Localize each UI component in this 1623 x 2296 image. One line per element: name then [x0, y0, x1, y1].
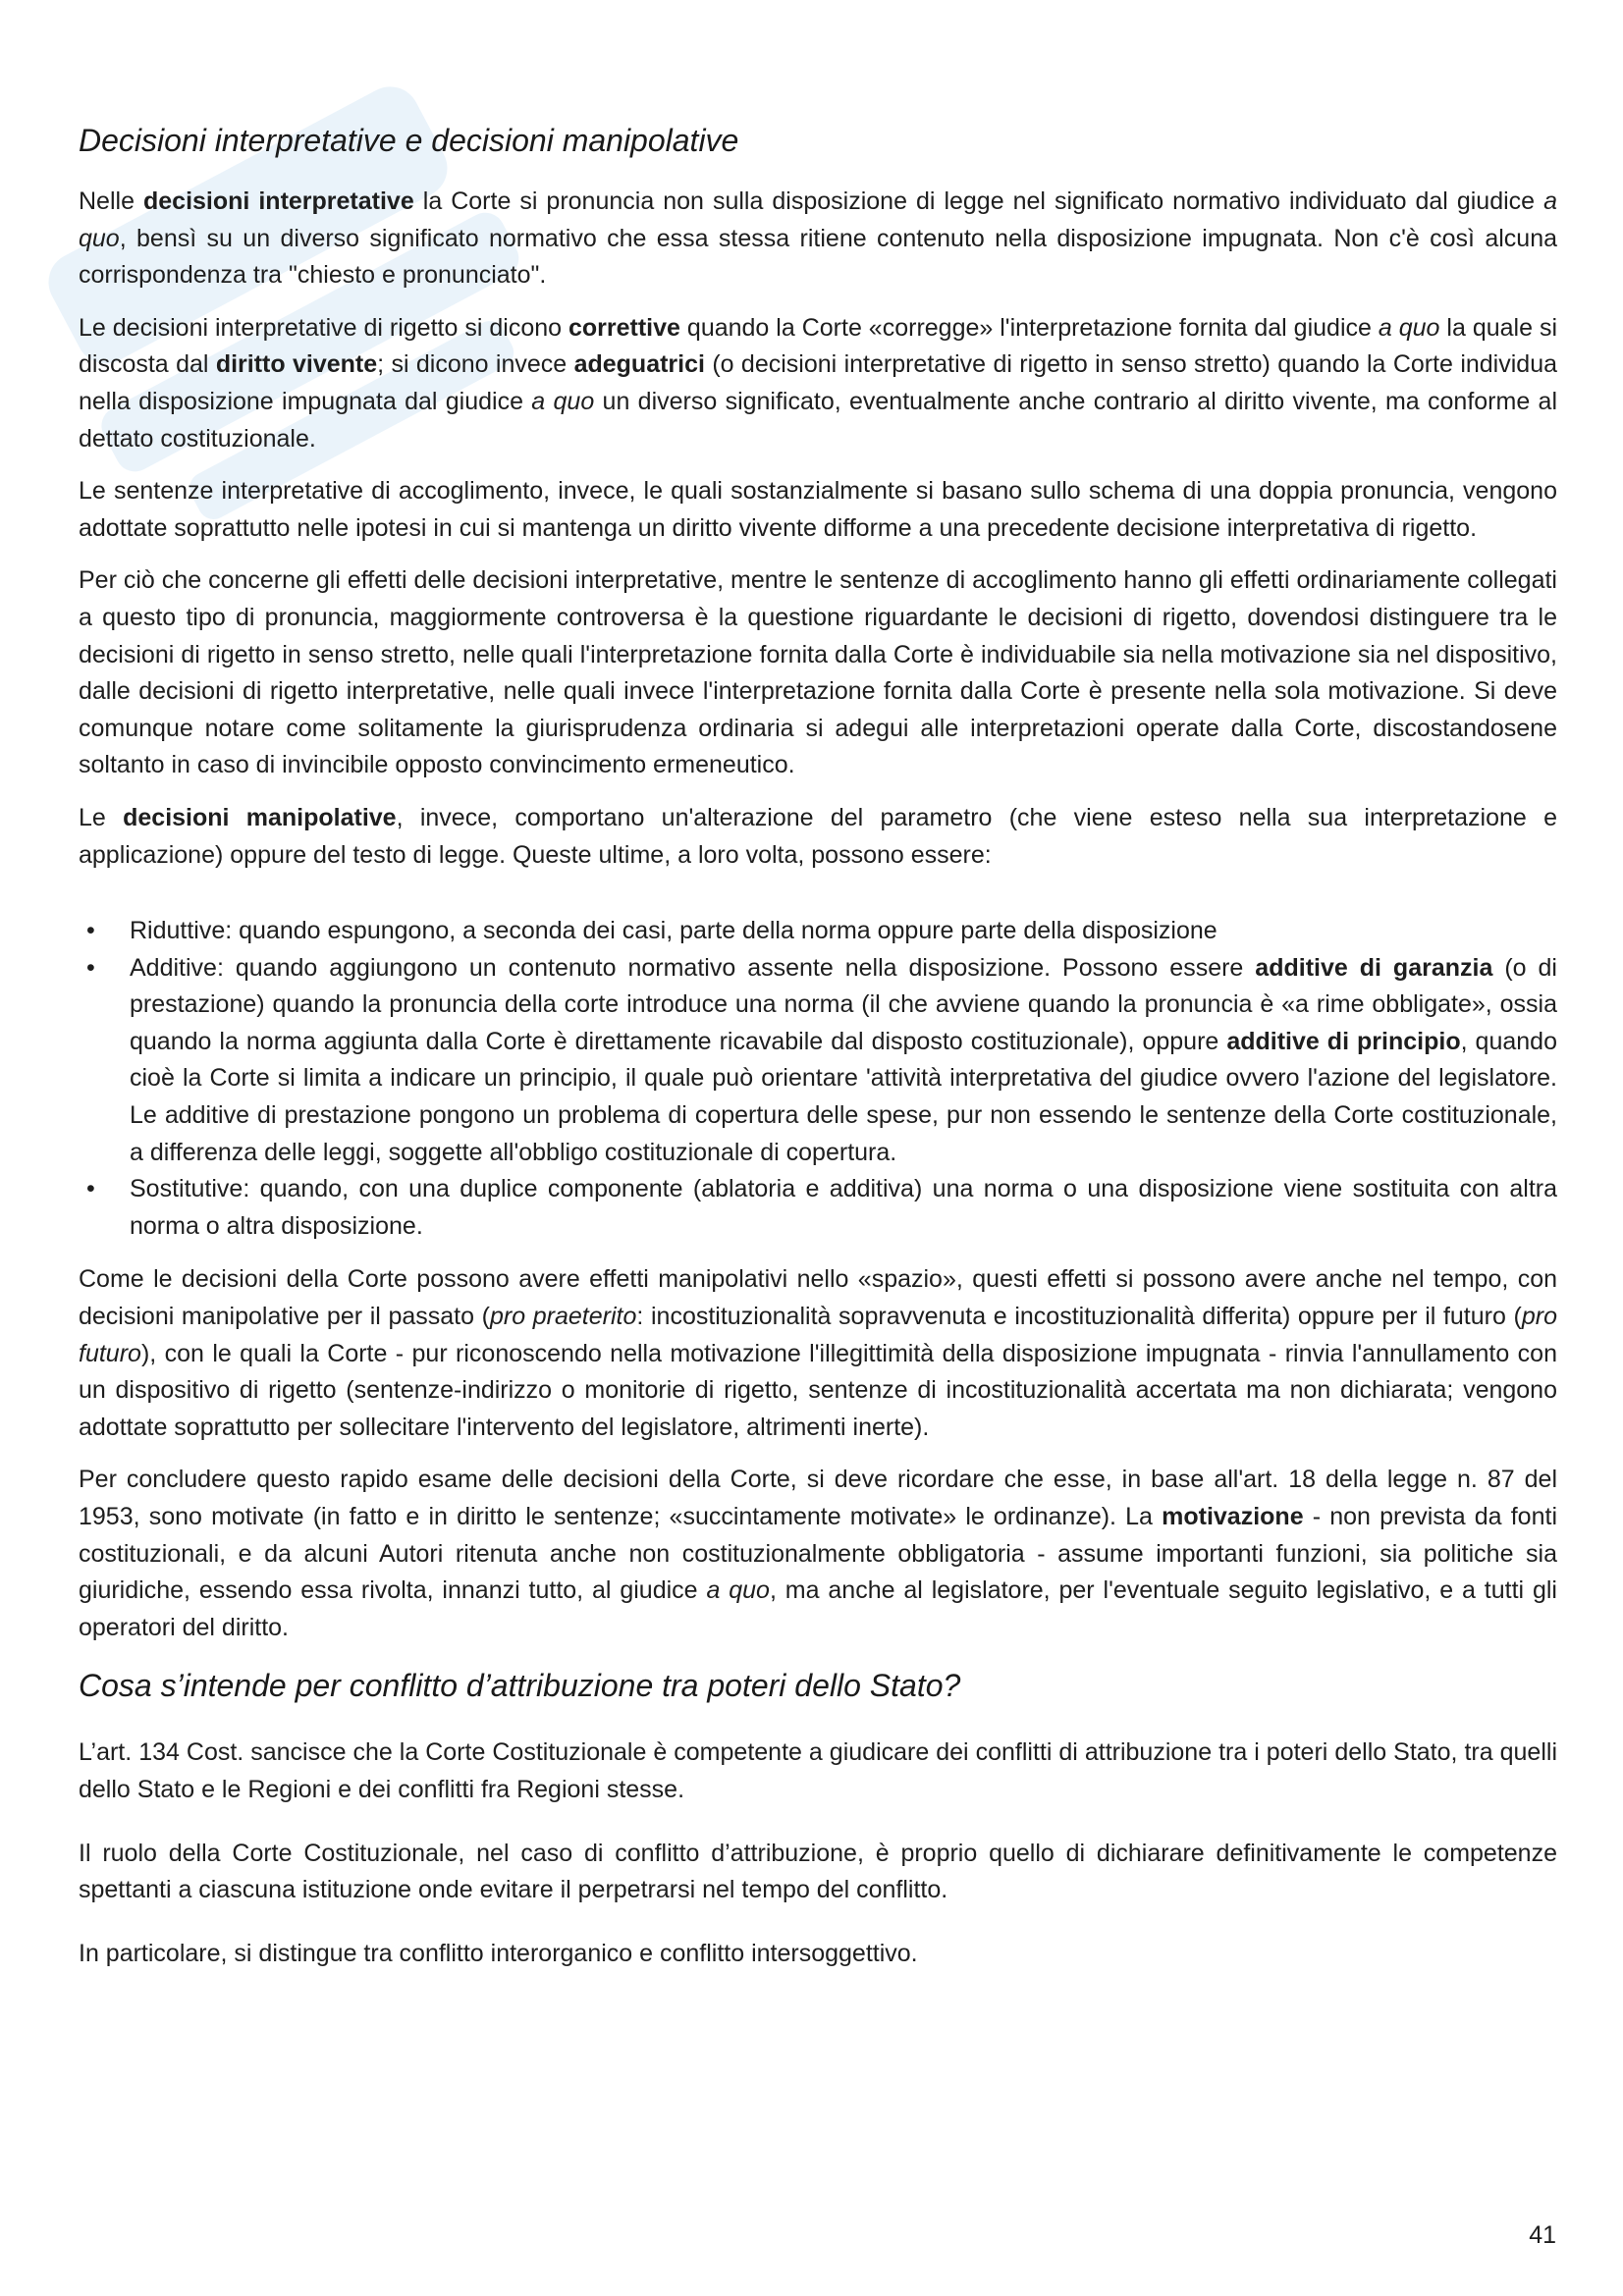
italic-text: a quo	[706, 1576, 770, 1605]
italic-text: a quo	[79, 187, 1557, 252]
text-run: Come le decisioni della Corte possono avere effetti manipolativi nello «spazio», questi effetti si possono avere anche nel tempo, con decisioni manipolative per il passato (	[79, 1265, 1557, 1331]
bold-text: additive di garanzia	[1255, 953, 1493, 982]
bold-text: correttive	[568, 313, 680, 342]
text-run: , bensì su un diverso significato normativo che essa stessa ritiene contenuto nella disposizione impugnata. Non c'è così alcuna corrispondenza tra "chiesto e pronunciato".	[79, 224, 1557, 290]
paragraph	[79, 310, 1557, 457]
paragraph	[79, 1836, 1557, 1909]
text-run: , quando cioè la Corte si limita a indicare un principio, il quale può orientare 'attività interpretativa del giudice ovvero l'azione del legislatore. Le additive di prestazione pongono un problema di copertura delle spese, pur non essendo le sentenze della Corte costituzionale, a differenza delle leggi, soggette all'obbligo costituzionale di copertura.	[130, 1027, 1557, 1166]
italic-text: a quo	[531, 387, 595, 415]
text-run: : incostituzionalità sopravvenuta e incostituzionalità differita) oppure per il futuro (	[636, 1303, 1522, 1331]
manipolative-types-list	[79, 913, 1557, 1245]
list-item	[130, 1171, 1557, 1245]
text-run: ; si dicono invece	[377, 350, 574, 379]
section-heading-conflitto: Cosa s’intende per conflitto d’attribuzione tra poteri dello Stato?	[79, 1668, 961, 1704]
bold-text: adeguatrici	[573, 350, 705, 379]
section-1-paragraphs	[79, 184, 1557, 874]
bold-text: additive di principio	[1226, 1027, 1461, 1055]
bold-text: motivazione	[1162, 1503, 1304, 1530]
text-run: ), con le quali la Corte - pur riconoscendo nella motivazione l'illegittimità della disposizione impugnata - rinvia l'annullamento con un dispositivo di rigetto (sentenze-indirizzo o monitorie di rigetto, sentenze di incostituzionalità accertata ma non dichiarata; vengono adottate soprattutto per sollecitare l'intervento del legislatore, altrimenti inerte).	[79, 1339, 1557, 1441]
document-body	[79, 117, 1557, 1999]
page-number: 41	[1529, 2221, 1556, 2249]
text-run: Riduttive: quando espungono, a seconda dei casi, parte della norma oppure parte della disposizione	[130, 917, 1217, 945]
text-run: la Corte si pronuncia non sulla disposizione di legge nel significato normativo individuato dal giudice	[413, 187, 1544, 215]
text-run: L’art. 134 Cost. sancisce che la Corte Costituzionale è competente a giudicare dei conflitti di attribuzione tra i poteri dello Stato, tra quelli dello Stato e le Regioni e dei conflitti fra Regioni stesse.	[79, 1738, 1557, 1803]
text-run: (o di prestazione) quando la pronuncia della corte introduce una norma (il che avviene quando la pronuncia è «a rime obbligate», ossia quando la norma aggiunta dalla Corte è direttamente ricavabile dal disposto costituzionale), oppure	[130, 953, 1557, 1055]
text-run: Le	[79, 803, 124, 831]
bold-text: decisioni interpretative	[142, 187, 414, 215]
bold-text: diritto vivente	[215, 350, 378, 379]
bold-text: decisioni manipolative	[123, 803, 397, 831]
text-run: un diverso significato, eventualmente anche contrario al diritto vivente, ma conforme al dettato costituzionale.	[79, 387, 1558, 453]
section-1-closing-paragraphs	[79, 1261, 1557, 1646]
text-run: - non prevista da fonti costituzionali, e da alcuni Autori ritenuta anche non costituzionalmente obbligatoria - assume importanti funzioni, sia politiche sia giuridiche, essendo essa rivolta, innanzi tutto, al giudice	[79, 1503, 1557, 1605]
text-run: In particolare, si distingue tra conflitto interorganico e conflitto intersoggettivo.	[79, 1939, 918, 1967]
paragraph	[79, 1735, 1557, 1808]
text-run: la quale si discosta dal	[79, 313, 1557, 379]
text-run: quando la Corte «corregge» l'interpretazione fornita dal giudice	[679, 313, 1379, 342]
list-item	[130, 913, 1557, 950]
paragraph	[79, 473, 1557, 547]
paragraph	[79, 1462, 1557, 1646]
text-run: (o decisioni interpretative di rigetto in senso stretto) quando la Corte individua nella disposizione impugnata dal giudice	[79, 350, 1558, 415]
text-run: Il ruolo della Corte Costituzionale, nel caso di conflitto d’attribuzione, è proprio quello di dichiarare definitivamente le competenze spettanti a ciascuna istituzione onde evitare il perpetrarsi nel tempo del conflitto.	[79, 1839, 1557, 1904]
text-run: Le decisioni interpretative di rigetto si dicono	[79, 313, 568, 342]
text-run: Additive: quando aggiungono un contenuto normativo assente nella disposizione. Possono essere	[130, 953, 1256, 982]
text-run: Sostitutive: quando, con una duplice componente (ablatoria e additiva) una norma o una disposizione viene sostituita con altra norma o altra disposizione.	[130, 1175, 1557, 1240]
text-run: , ma anche al legislatore, per l'eventuale seguito legislativo, e a tutti gli operatori del diritto.	[79, 1576, 1557, 1641]
italic-text: pro futuro	[79, 1303, 1557, 1367]
italic-text: pro praeterito	[489, 1303, 637, 1331]
list-item	[130, 950, 1557, 1172]
paragraph	[79, 1261, 1557, 1446]
italic-text: a quo	[1378, 313, 1440, 342]
text-run: Per ciò che concerne gli effetti delle decisioni interpretative, mentre le sentenze di accoglimento hanno gli effetti ordinariamente collegati a questo tipo di pronuncia, maggiormente controversa è la questione riguardante le decisioni di rigetto, dovendosi distinguere tra le decisioni di rigetto in senso stretto, nelle quali l'interpretazione fornita dalla Corte è individuabile sia nella motivazione sia nel dispositivo, dalle decisioni di rigetto interpretative, nelle quali invece l'interpretazione fornita dalla Corte è presente nella sola motivazione. Si deve comunque notare come solitamente la giurisprudenza ordinaria si adegui alle interpretazioni operate dalla Corte, discostandosene soltanto in caso di invincibile opposto convincimento ermeneutico.	[79, 566, 1557, 779]
paragraph	[79, 1936, 1557, 1973]
paragraph	[79, 800, 1557, 874]
section-2-paragraphs	[79, 1735, 1557, 1972]
text-run: , invece, comportano un'alterazione del parametro (che viene esteso nella sua interpretazione e applicazione) oppure del testo di legge. Queste ultime, a loro volta, possono essere:	[79, 803, 1557, 869]
paragraph	[79, 184, 1557, 294]
paragraph	[79, 562, 1557, 784]
text-run: Per concludere questo rapido esame delle decisioni della Corte, si deve ricordare che esse, in base all'art. 18 della legge n. 87 del 1953, sono motivate (in fatto e in diritto le sentenze; «succintamente motivate» le ordinanze). La	[79, 1466, 1557, 1530]
section-heading-decisioni: Decisioni interpretative e decisioni manipolative	[79, 123, 739, 158]
text-run: Nelle	[79, 187, 143, 215]
text-run: Le sentenze interpretative di accoglimento, invece, le quali sostanzialmente si basano sullo schema di una doppia pronuncia, vengono adottate soprattutto nelle ipotesi in cui si mantenga un diritto vivente difforme a una precedente decisione interpretativa di rigetto.	[79, 477, 1557, 542]
